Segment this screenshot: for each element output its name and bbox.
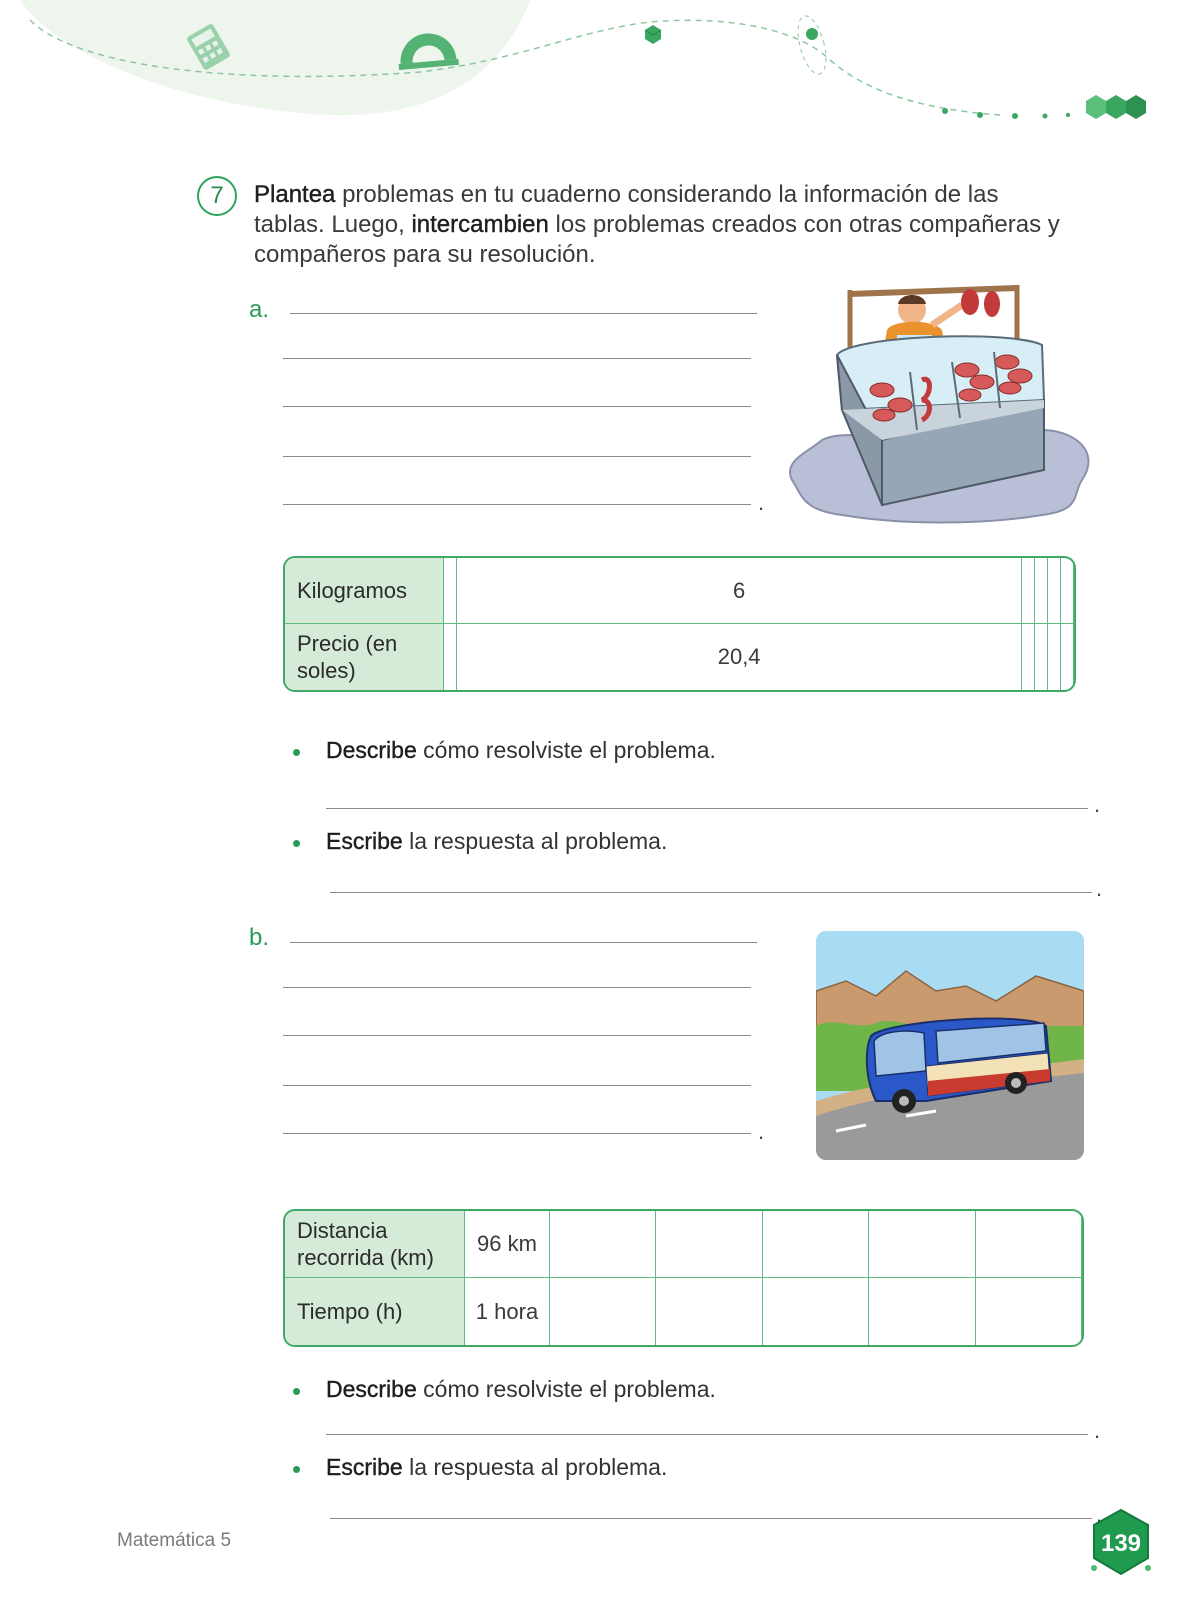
answer-line[interactable] xyxy=(326,808,1088,809)
bullet-escribe-a: • Escribe la respuesta al problema. xyxy=(292,828,668,858)
header-decoration xyxy=(0,0,1193,170)
verb-intercambien: intercambien xyxy=(411,211,549,238)
table-cell[interactable] xyxy=(1022,558,1035,624)
page-number: 139 xyxy=(1100,1530,1142,1557)
period: . xyxy=(1094,792,1101,817)
writing-line[interactable] xyxy=(290,313,757,314)
table-cell[interactable] xyxy=(444,624,457,690)
answer-line[interactable] xyxy=(326,1434,1088,1435)
table-cell[interactable] xyxy=(656,1211,762,1278)
cubes-icon xyxy=(1086,95,1146,119)
writing-line[interactable] xyxy=(283,1133,751,1134)
page-number-badge xyxy=(1090,1508,1152,1578)
table-header-distancia: Distancia recorrida (km) xyxy=(285,1211,465,1278)
table-cell[interactable] xyxy=(763,1278,869,1345)
table-distancia-tiempo xyxy=(283,1209,1084,1347)
table-cell[interactable] xyxy=(1048,558,1061,624)
answer-line[interactable] xyxy=(330,1518,1092,1519)
table-header-kilogramos: Kilogramos xyxy=(285,558,444,624)
bullet-describe-a: • Describe cómo resolviste el problema. xyxy=(292,737,716,767)
writing-line[interactable] xyxy=(283,358,751,359)
bullet-dot: • xyxy=(292,828,302,858)
bullet-describe-b: • Describe cómo resolviste el problema. xyxy=(292,1376,716,1406)
writing-line[interactable] xyxy=(283,456,751,457)
bullet-dot: • xyxy=(292,737,302,767)
table-cell[interactable] xyxy=(869,1278,975,1345)
period: . xyxy=(1096,876,1103,901)
bullet-dot: • xyxy=(292,1376,302,1406)
period: . xyxy=(1094,1418,1101,1443)
table-cell[interactable] xyxy=(656,1278,762,1345)
table-cell[interactable]: 96 km xyxy=(465,1211,550,1278)
table-cell[interactable] xyxy=(1022,624,1035,690)
book-title: Matemática 5 xyxy=(117,1530,232,1551)
writing-line[interactable] xyxy=(283,1085,751,1086)
writing-line[interactable] xyxy=(283,987,751,988)
table-header-tiempo: Tiempo (h) xyxy=(285,1278,465,1345)
writing-line[interactable] xyxy=(283,406,751,407)
bullet-escribe-b: • Escribe la respuesta al problema. xyxy=(292,1454,668,1484)
table-cell[interactable]: 6 xyxy=(457,558,1022,624)
part-a-label: a. xyxy=(249,296,270,323)
meat-stall-illustration xyxy=(782,280,1102,530)
answer-line[interactable] xyxy=(330,892,1092,893)
verb-plantea: Plantea xyxy=(254,181,336,208)
writing-line[interactable] xyxy=(283,504,751,505)
table-header-precio: Precio (en soles) xyxy=(285,624,444,690)
table-cell[interactable] xyxy=(976,1211,1082,1278)
part-b-label: b. xyxy=(249,924,270,951)
period: . xyxy=(1096,1502,1103,1527)
table-cell[interactable]: 20,4 xyxy=(457,624,1022,690)
writing-line[interactable] xyxy=(283,1035,751,1036)
question-number: 7 xyxy=(197,176,237,216)
table-kilogramos-precio xyxy=(283,556,1076,692)
table-cell[interactable] xyxy=(550,1278,656,1345)
question-statement: Plantea problemas en tu cuaderno considerando la información de las tablas. Luego, intercambien los problemas creados con otras compañeras y compañeros para su resolución. xyxy=(254,181,1060,268)
table-cell[interactable] xyxy=(1061,558,1074,624)
period: . xyxy=(758,490,765,515)
table-cell[interactable]: 1 hora xyxy=(465,1278,550,1345)
cube-icon xyxy=(645,25,661,44)
table-cell[interactable] xyxy=(444,558,457,624)
table-cell[interactable] xyxy=(1035,558,1048,624)
table-cell[interactable] xyxy=(976,1278,1082,1345)
table-cell[interactable] xyxy=(1035,624,1048,690)
period: . xyxy=(758,1119,765,1144)
table-cell[interactable] xyxy=(1061,624,1074,690)
bus-illustration xyxy=(816,931,1084,1160)
table-cell[interactable] xyxy=(1048,624,1061,690)
table-cell[interactable] xyxy=(550,1211,656,1278)
writing-line[interactable] xyxy=(290,942,757,943)
table-cell[interactable] xyxy=(869,1211,975,1278)
bullet-dot: • xyxy=(292,1454,302,1484)
table-cell[interactable] xyxy=(763,1211,869,1278)
